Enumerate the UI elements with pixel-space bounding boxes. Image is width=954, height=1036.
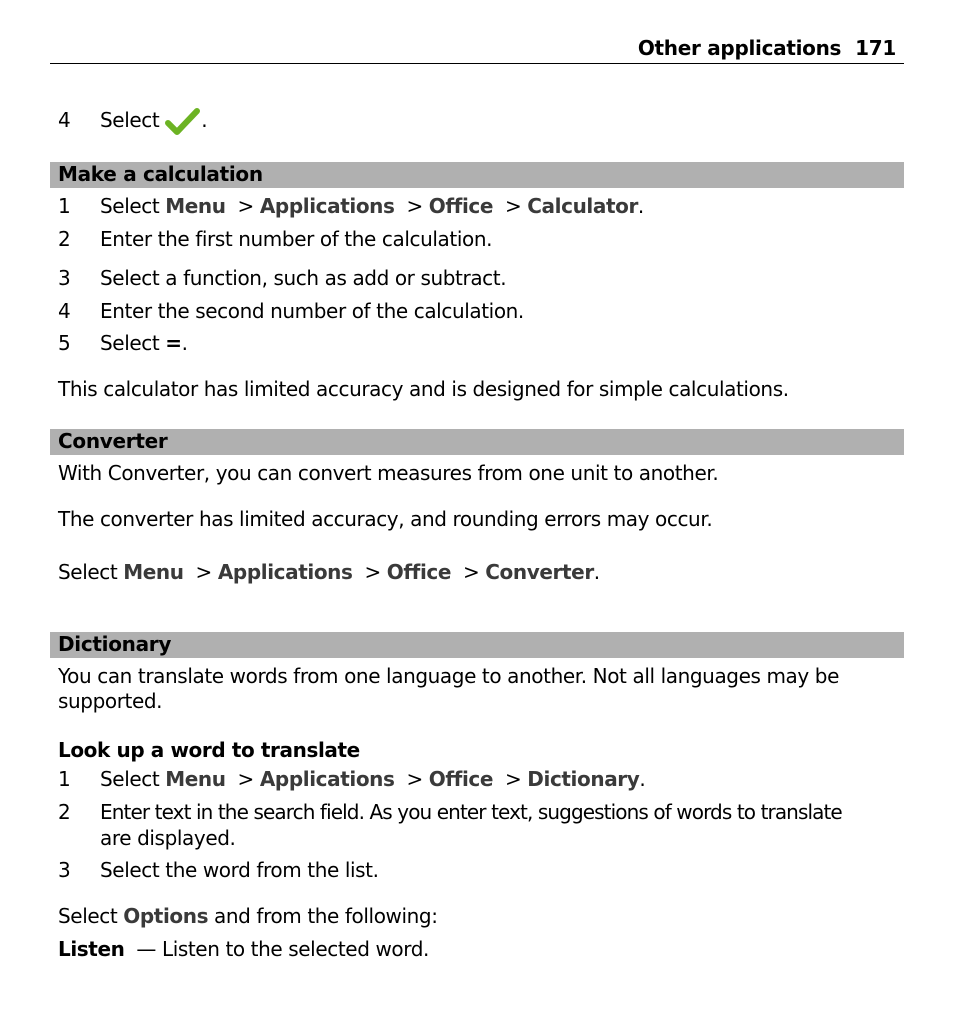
checkmark-icon [165,107,201,137]
page-header [50,34,904,64]
step-pre: Select [100,194,166,218]
step-number: 3 [58,266,71,290]
header-section: Other applications [637,36,842,60]
section-title: Converter [58,429,168,453]
step-number: 5 [58,331,71,355]
step-pre: Select [100,767,166,791]
select-post: . [593,560,600,584]
step-text: Enter the first number of the calculation. [100,227,493,251]
step-number: 2 [58,800,71,824]
dictionary-intro-line2: supported. [58,689,163,713]
section-make-calculation [50,162,904,188]
options-line [58,903,438,929]
equals-key: = [165,331,182,355]
options-label: Options [123,904,209,928]
menu-path-item: Converter [485,560,594,584]
listen-option [58,936,429,962]
menu-path-item: Applications [259,194,395,218]
step-number: 4 [58,299,71,323]
top-step [0,107,954,137]
menu-path-item: Applications [259,767,395,791]
step-text [100,330,188,356]
menu-path-item: Calculator [527,194,638,218]
listen-description: — Listen to the selected word. [136,937,429,961]
menu-path-item: Menu [165,194,226,218]
converter-p2: The converter has limited accuracy, and rounding errors may occur. [58,507,713,531]
step-number: 3 [58,858,71,882]
step-number: 4 [58,108,71,132]
step-text: Select the word from the list. [100,858,379,882]
step-text-line1: Enter text in the search field. As you enter text, suggestions of words to translate [100,800,842,824]
menu-path-item: Applications [217,560,353,584]
section-converter [50,429,904,455]
step-text: Select a function, such as add or subtract. [100,266,507,290]
step-period: . [201,108,208,132]
menu-path-item: Menu [123,560,184,584]
select-pre: Select [58,560,124,584]
step-number: 2 [58,227,71,251]
options-post: and from the following: [208,904,438,928]
step-number: 1 [58,767,71,791]
converter-select-path: Select Menu > Applications > Office > Converter. [58,560,600,584]
subsection-title: Look up a word to translate [58,738,360,762]
step-text: Select Menu > Applications > Office > Dictionary. [100,767,646,791]
step-text: Enter the second number of the calculation. [100,299,524,323]
menu-path-item: Office [386,560,452,584]
step-post: . [639,767,646,791]
step-text [100,107,207,137]
listen-label: Listen [58,937,125,961]
dictionary-intro-line1: You can translate words from one language to another. Not all languages may be [58,664,840,688]
section-title: Make a calculation [58,162,263,186]
section-dictionary [50,632,904,658]
step-text: Select Menu > Applications > Office > Calculator. [100,194,644,218]
header-title [638,36,896,60]
step-number: 1 [58,194,71,218]
menu-path-item: Office [428,767,494,791]
menu-path-item: Menu [165,767,226,791]
options-pre: Select [58,904,124,928]
step-post: . [637,194,644,218]
menu-path-item: Office [428,194,494,218]
step-pre: Select [100,331,166,355]
section-title: Dictionary [58,632,172,656]
step-post: . [181,331,188,355]
dict-step-2-line2: are displayed. [100,826,236,850]
step-select-label: Select [100,108,160,132]
menu-path-item: Dictionary [527,767,640,791]
calc-note: This calculator has limited accuracy and is designed for simple calculations. [58,377,789,401]
converter-p1: With Converter, you can convert measures from one unit to another. [58,461,719,485]
page-number: 171 [855,36,896,60]
